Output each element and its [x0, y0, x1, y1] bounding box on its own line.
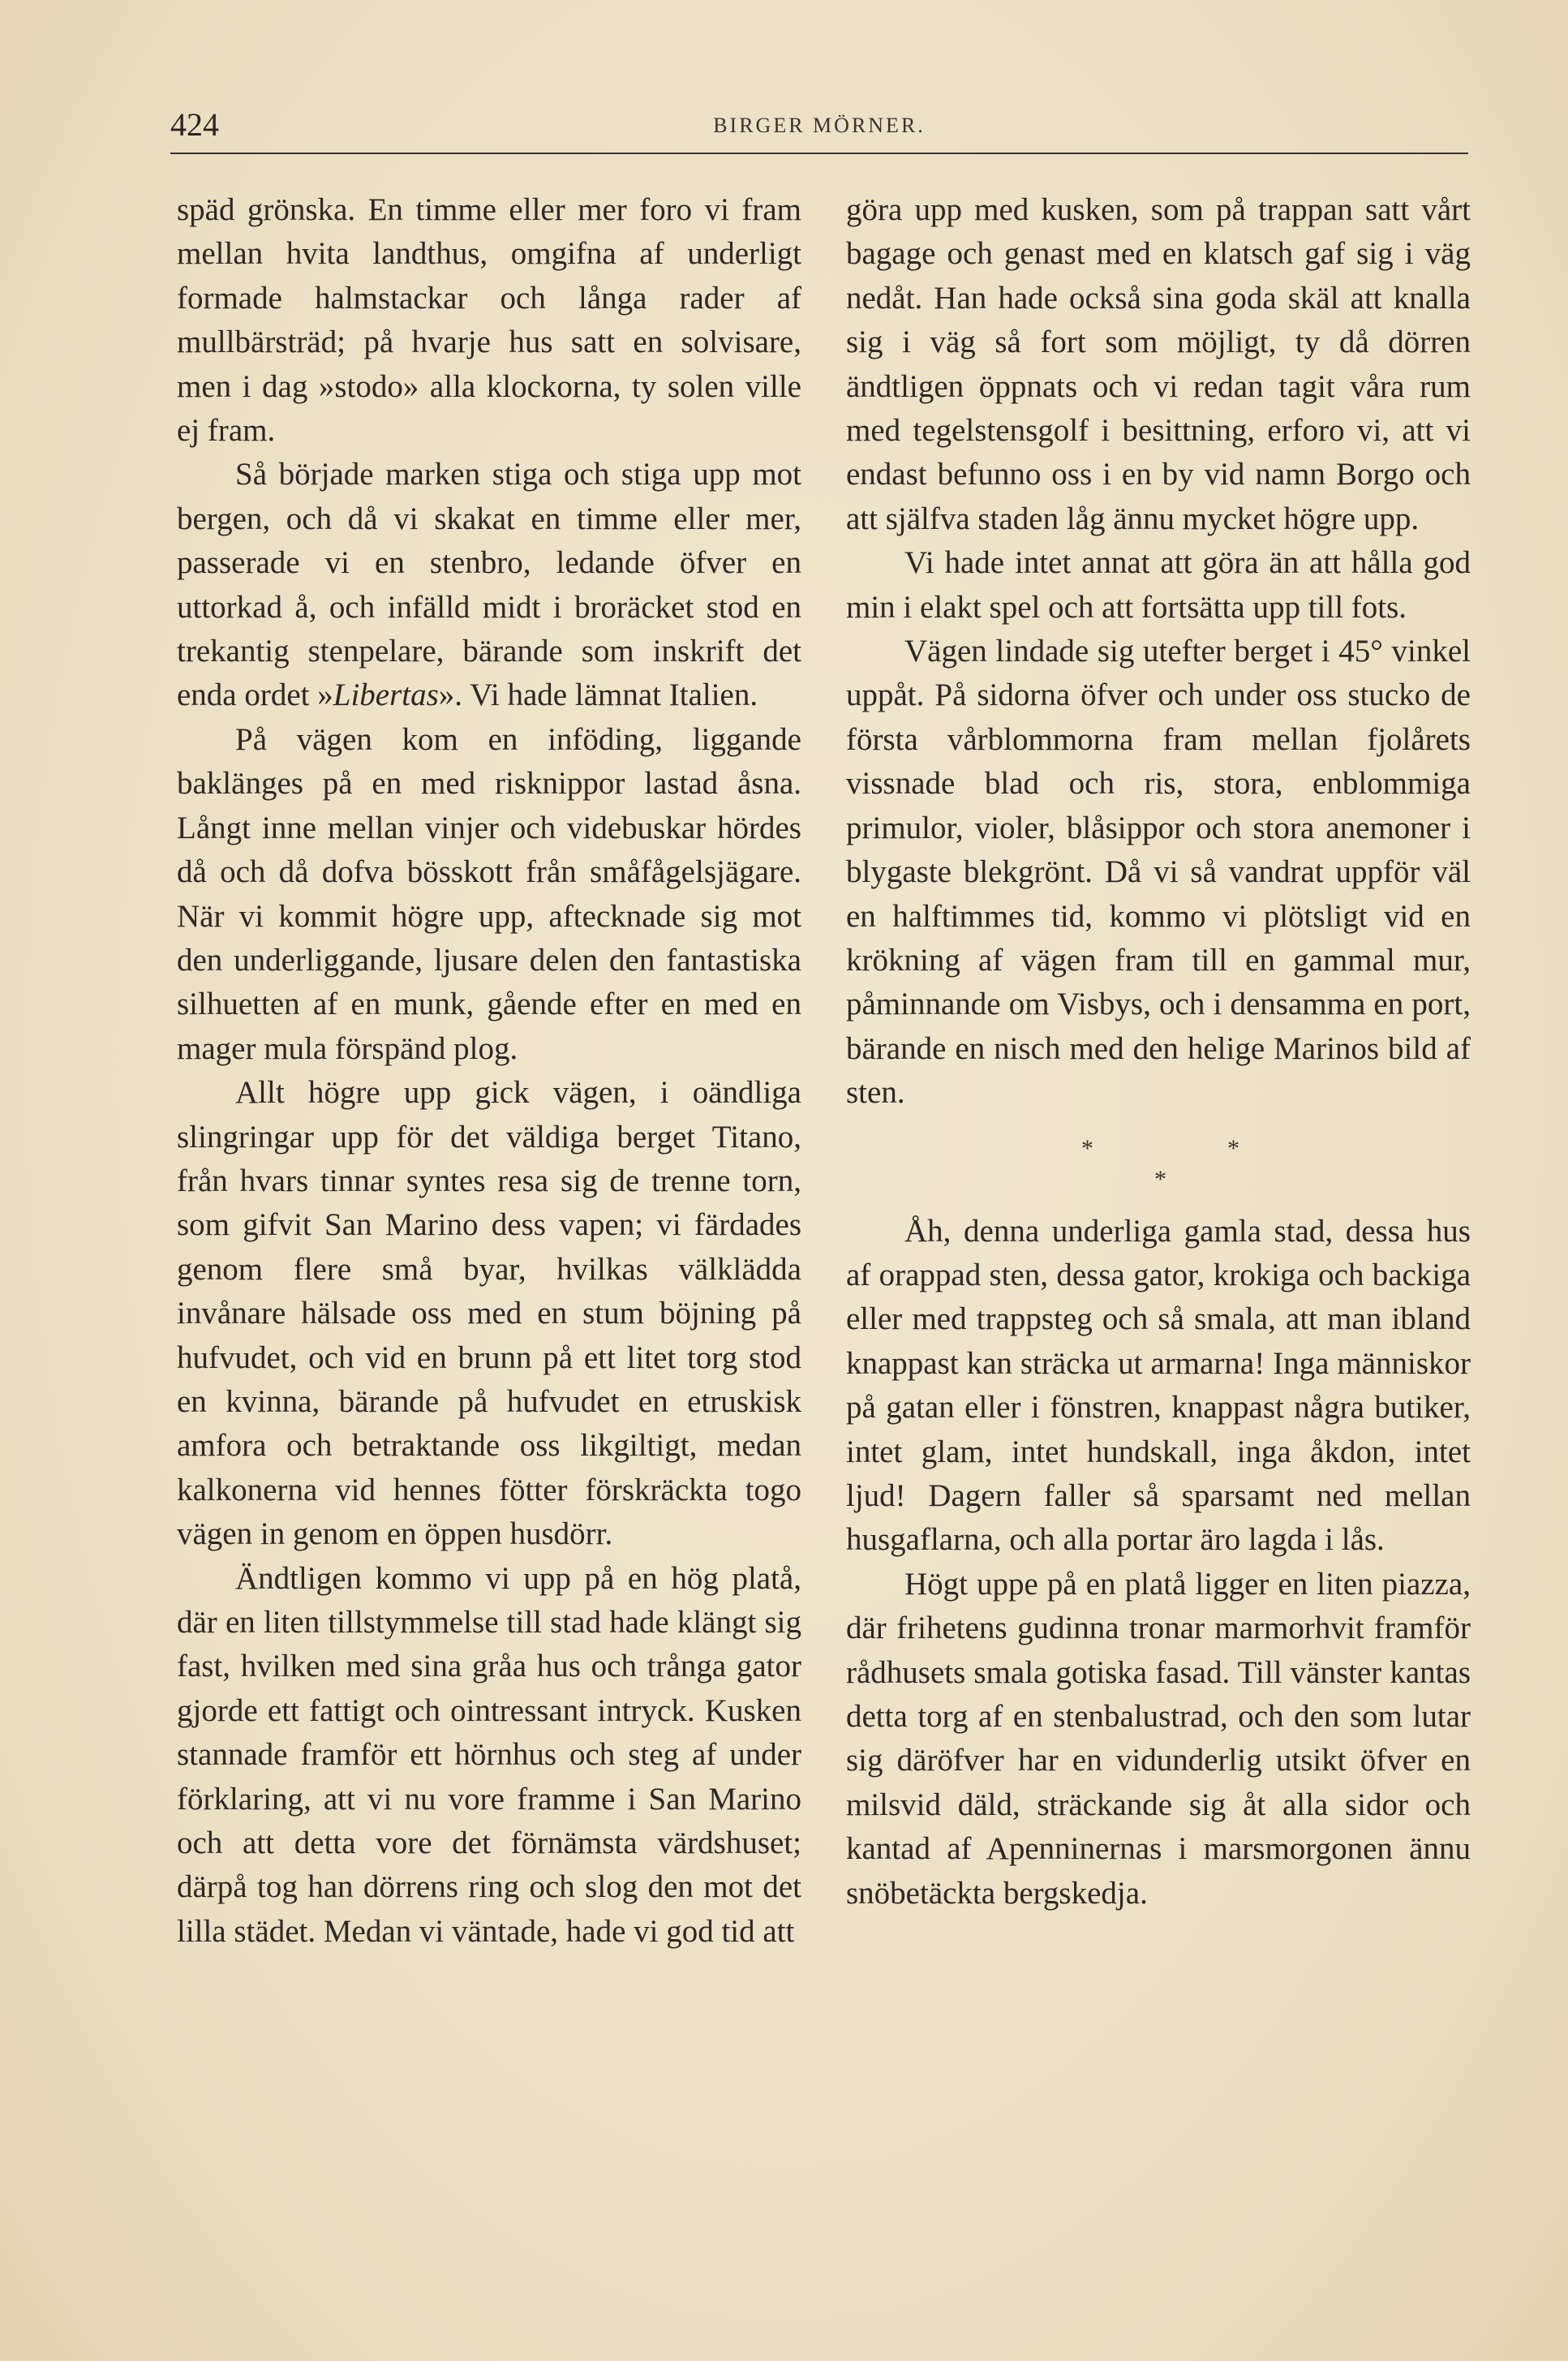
running-head: BIRGER MÖRNER.: [713, 114, 926, 137]
page-header: [170, 105, 1468, 154]
paragraph: Högt uppe på en platå ligger en liten piazza, där frihetens gudinna tronar marmorhvit framför rådhusets smala gotiska fasad. Till vänster kantas detta torg af en stenbalustrad, och den som lutar sig däröfver har en vidunderlig utsikt öfver en milsvid däld, sträckande sig åt alla sidor och kantad af Apenninernas i marsmorgonen ännu snöbetäckta bergskedja.: [846, 1566, 1471, 1911]
paragraph-text-tail: ». Vi hade lämnat Italien.: [438, 677, 758, 713]
asterisk-icon: *: [1081, 1134, 1093, 1162]
paragraph: Ändtligen kommo vi upp på en hög platå, där en liten tillstymmelse till stad hade klängt sig fast, hvilken med sina gråa hus och trånga gator gjorde ett fattigt och ointressant intryck. Kusken stannade framför ett hörnhus och steg af under förklaring, att vi nu vore framme i San Marino och att detta vore det förnämsta värdshuset; därpå tog han dörrens ring och slog den mot det lilla städet. Medan vi väntade, hade vi god tid att: [177, 1560, 801, 1949]
paragraph: Allt högre upp gick vägen, i oändliga slingringar upp för det väldiga berget Titano, från hvars tinnar syntes resa sig de trenne torn, som gifvit San Marino dess vapen; vi färdades genom flere små byar, hvilkas välklädda invånare hälsade oss med en stum böjning på hufvudet, och vid en brunn på ett litet torg stod en kvinna, bärande på hufvudet en etruskisk amfora och betraktande oss likgiltigt, medan kalkonerna vid hennes fötter förskräckta togo vägen in genom en öppen husdörr.: [177, 1075, 801, 1552]
header-rule: [170, 153, 1468, 154]
section-break-asterism: [846, 1119, 1471, 1206]
paragraph: göra upp med kusken, som på trappan satt vårt bagage och genast med en klatsch gaf sig i väg nedåt. Han hade också sina goda skäl att knalla sig i väg så fort som möjligt, ty då dörren ändtligen öppnats och vi redan tagit våra rum med tegelstensgolf i besittning, erforo vi, att vi endast befunno oss i en by vid namn Borgo och att själfva staden låg ännu mycket högre upp.: [846, 192, 1471, 536]
asterisk-icon: *: [1154, 1165, 1166, 1193]
paragraph: [177, 453, 801, 717]
emphasized-word: Libertas: [333, 677, 439, 713]
paragraph: Vi hade intet annat att göra än att hålla god min i elakt spel och att fortsätta upp till fots.: [846, 545, 1471, 625]
paragraph-text: Så började marken stiga och stiga upp mot bergen, och då vi skakat en timme eller mer, passerade vi en stenbro, ledande öfver en uttorkad å, och infälld midt i broräcket stod en trekantig stenpelare, bärande som inskrift det enda ordet »: [177, 457, 801, 713]
paragraph: späd grönska. En timme eller mer foro vi fram mellan hvita landthus, omgifna af underligt formade halmstackar och långa rader af mullbärsträd; på hvarje hus satt en solvisare, men i dag »stodo» alla klockorna, ty solen ville ej fram.: [177, 192, 801, 449]
paragraph: Åh, denna underliga gamla stad, dessa hus af orappad sten, dessa gator, krokiga och backiga eller med trappsteg och så smala, att man ibland knappast kan sträcka ut armarna! Inga människor på gatan eller i fönstren, knappast några butiker, intet glam, intet hundskall, inga åkdon, intet ljud! Dagern faller så sparsamt ned mellan husgaflarna, och alla portar äro lagda i lås.: [846, 1213, 1471, 1558]
paragraph: På vägen kom en inföding, liggande baklänges på en med risknippor lastad åsna. Långt inne mellan vinjer och videbuskar hördes då och då dofva bösskott från småfågelsjägare. När vi kommit högre upp, aftecknade sig mot den underliggande, ljusare delen den fantastiska silhuetten af en munk, gående efter en med en mager mula förspänd plog.: [177, 721, 801, 1066]
right-column: [846, 188, 1471, 1916]
page-number: 424: [170, 106, 219, 143]
left-column: [177, 188, 801, 1954]
paragraph: Vägen lindade sig utefter berget i 45° vinkel uppåt. På sidorna öfver och under oss stucko de första vårblommorna fram mellan fjolårets vissnade blad och ris, stora, enblommiga primulor, violer, blåsippor och stora anemoner i blygaste blekgrönt. Då vi så vandrat uppför väl en halftimmes tid, kommo vi plötsligt vid en krökning af vägen fram till en gammal mur, påminnande om Visbys, och i densamma en port, bärande en nisch med den helige Marinos bild af sten.: [846, 634, 1471, 1111]
asterisk-icon: *: [1227, 1134, 1239, 1162]
